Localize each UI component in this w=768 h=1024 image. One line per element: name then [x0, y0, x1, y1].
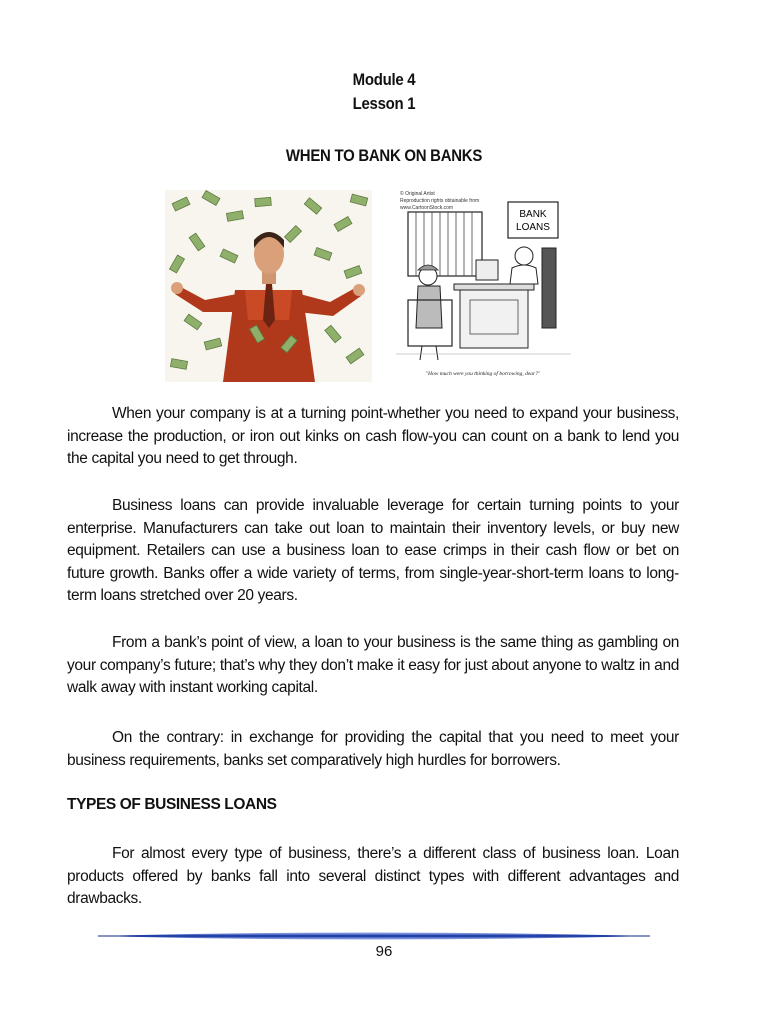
bank-loans-cartoon — [396, 188, 571, 382]
paragraph-text: When your company is at a turning point-whether you need to expand your business, increase the production, or iron out kinks on cash flow-you can count on a bank to lend you the capital you need to get through. — [67, 405, 679, 467]
section-heading: TYPES OF BUSINESS LOANS — [67, 796, 277, 813]
paragraph-text: On the contrary: in exchange for providing the capital that you need to meet your business requirements, banks set comparatively high hurdles for borrowers. — [67, 729, 679, 769]
module-label: Module 4 — [352, 70, 416, 89]
paragraph-text: For almost every type of business, there’s a different class of business loan. Loan products offered by banks fall into several distinct types with different advantages and drawbacks. — [67, 845, 679, 907]
lesson-title: WHEN TO BANK ON BANKS — [285, 146, 483, 165]
body-paragraph — [67, 632, 679, 700]
body-paragraph — [67, 843, 679, 911]
cartoon-credit-3: www.CartoonStock.com — [400, 205, 454, 211]
cartoon-credit-2: Reproduction rights obtainable from — [400, 198, 480, 204]
cartoon-credit-1: © Original Artist — [400, 191, 435, 197]
paragraph-text: Business loans can provide invaluable leverage for certain turning points to your enterprise. Manufacturers can take out loan to maintain their inventory levels, or buy new equipment. Retailers can use a business loan to ease crimps in their cash flow or bet on future growth. Banks offer a wide variety of terms, from single-year-short-term loans to long-term loans stretched over 20 years. — [67, 497, 679, 604]
body-paragraph — [67, 495, 679, 608]
paragraph-text: From a bank’s point of view, a loan to your business is the same thing as gambling on your company’s future; that’s why they don’t make it easy for just about anyone to waltz in and walk away with instant working capital. — [67, 634, 679, 696]
cartoon-caption: "How much were you thinking of borrowing, dear?" — [425, 371, 541, 377]
body-paragraph — [67, 727, 679, 772]
page-number: 96 — [375, 943, 393, 960]
sign-line-1: BANK — [519, 209, 547, 220]
money-rain-photo — [165, 190, 372, 382]
body-paragraph — [67, 403, 679, 471]
footer-divider — [98, 930, 650, 942]
sign-line-2: LOANS — [516, 222, 550, 233]
lesson-label: Lesson 1 — [352, 94, 416, 113]
